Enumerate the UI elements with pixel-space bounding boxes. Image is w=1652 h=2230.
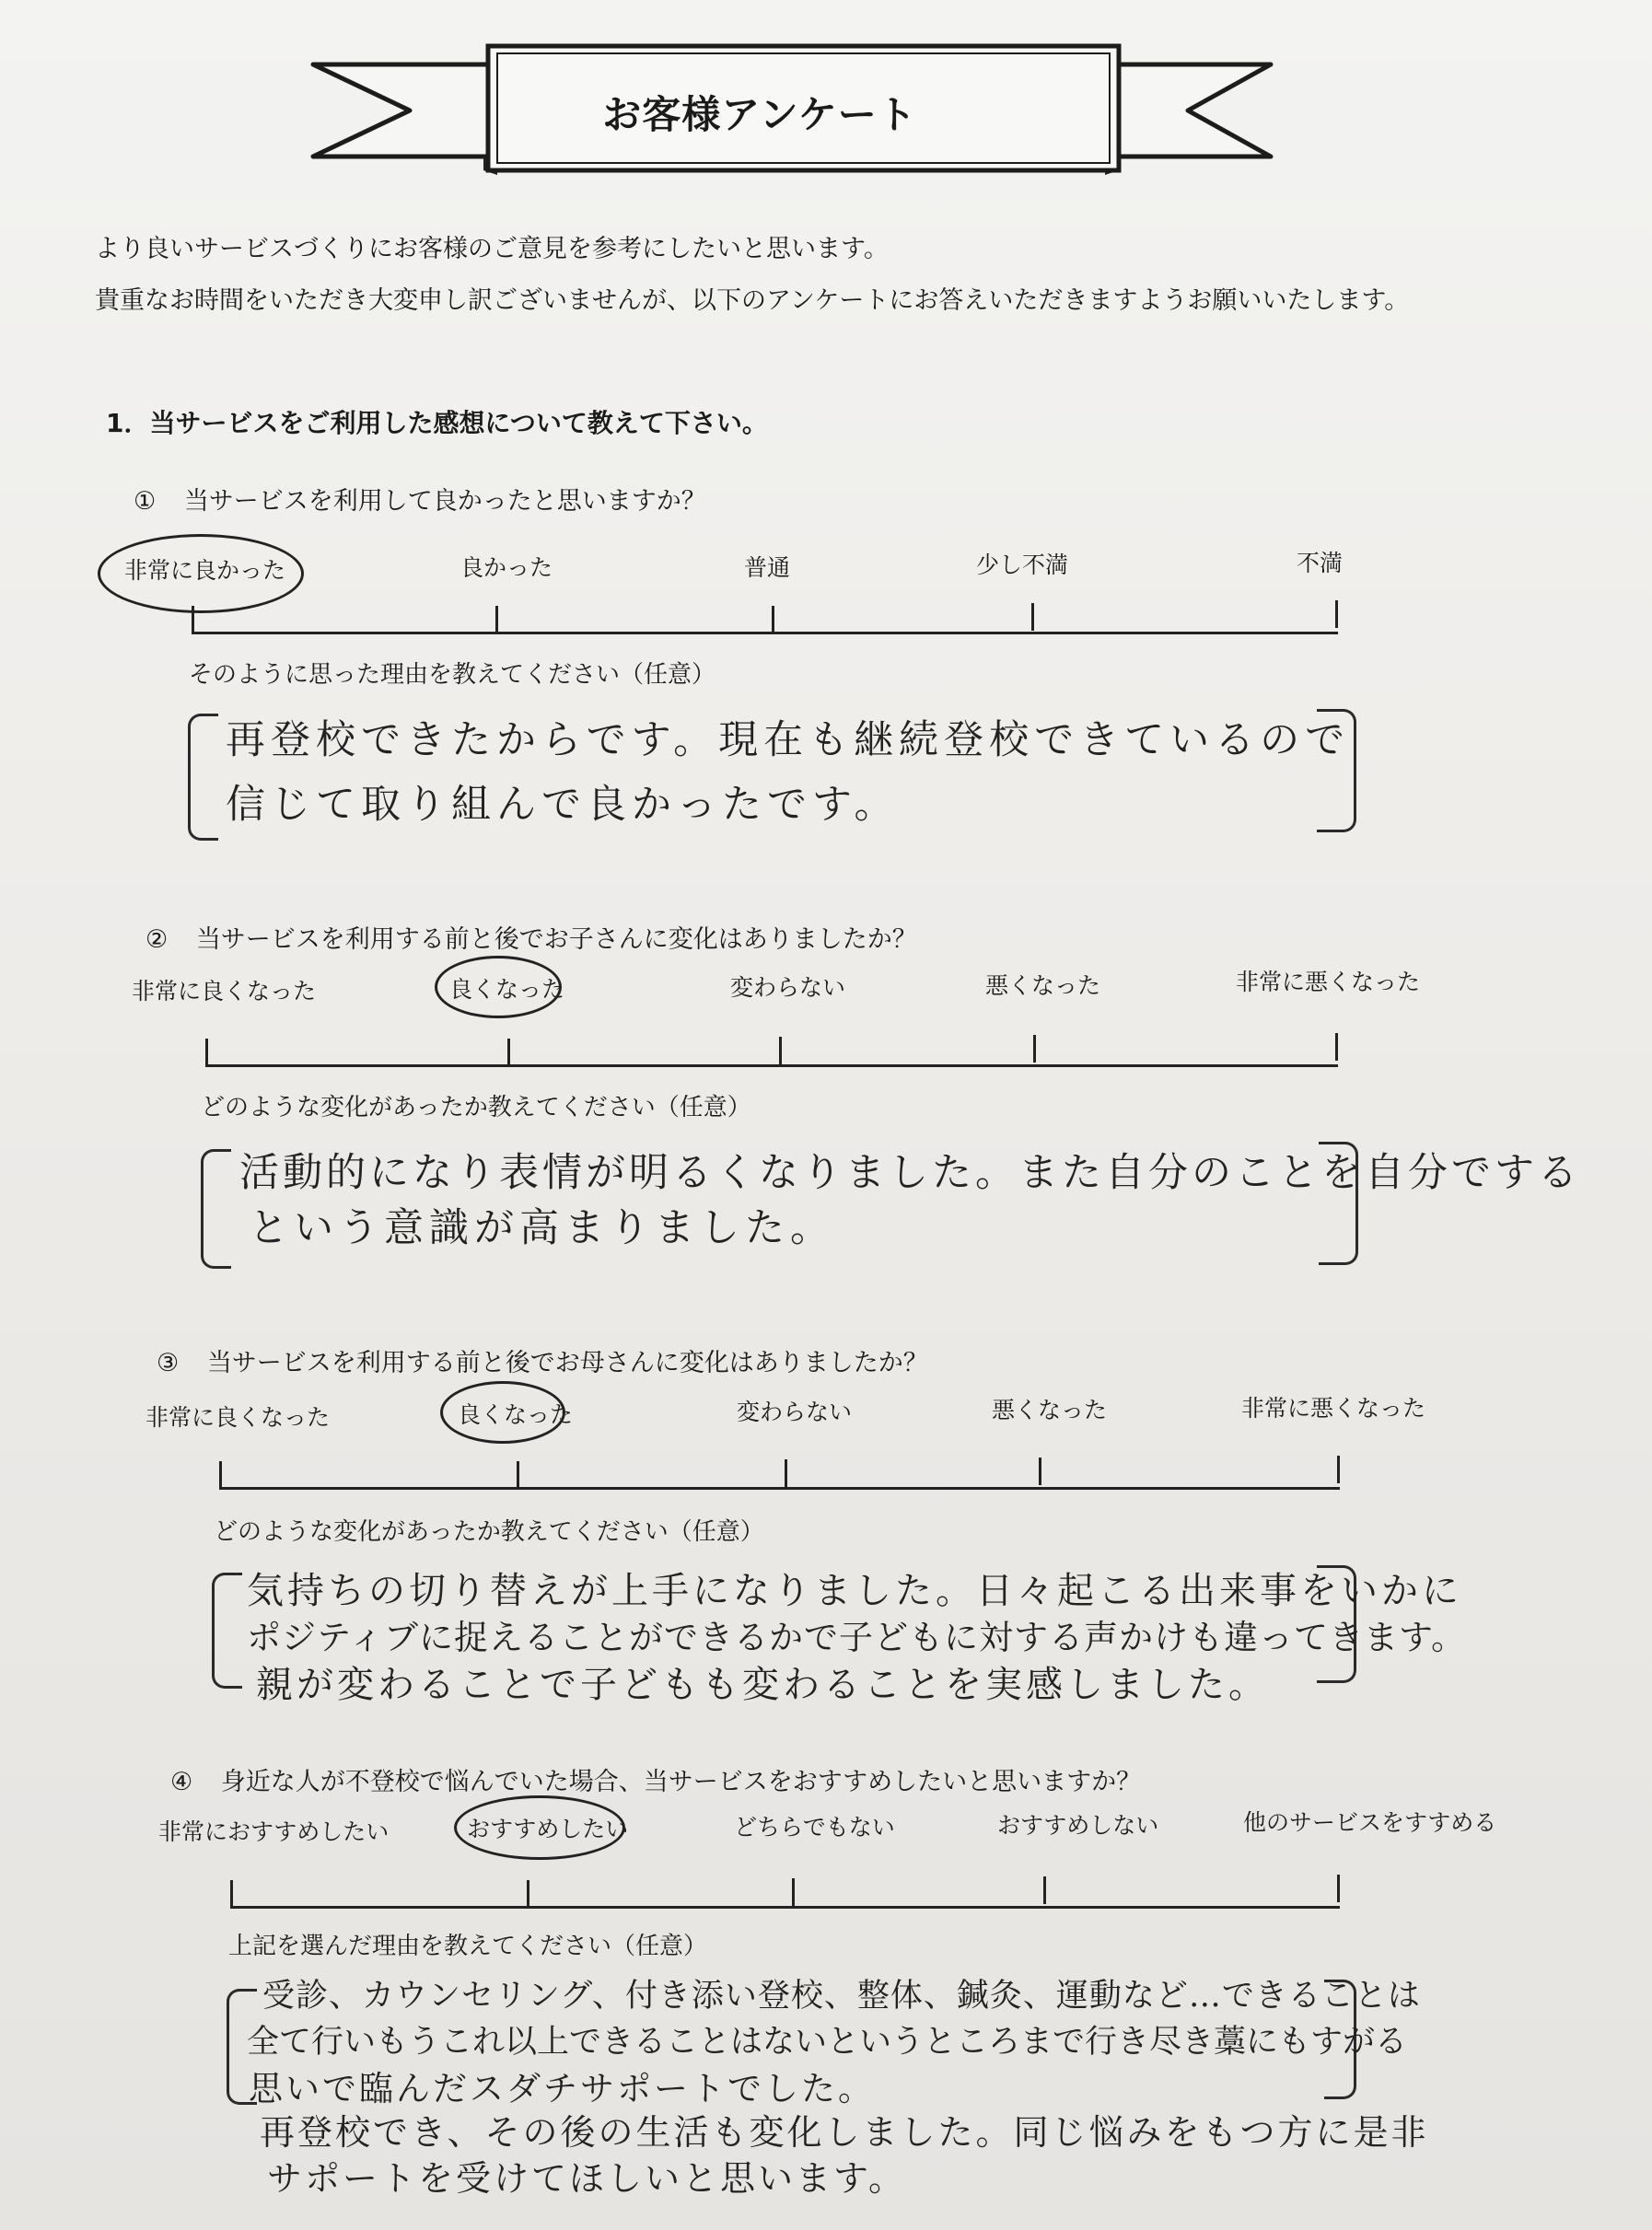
- q4-selected-circle: [454, 1795, 625, 1860]
- q1-reason-label: そのように思った理由を教えてください（任意）: [189, 661, 716, 689]
- q4-tick-3: [792, 1878, 795, 1906]
- q3-answer-line-2: ポジティブに捉えることができるかで子どもに対する声かけも違ってきます。: [247, 1618, 1467, 1657]
- q3-tick-2: [517, 1461, 519, 1489]
- q4-answer-line-3: 思いで臨んだスダチサポートでした。: [249, 2069, 875, 2108]
- q2-question: [145, 919, 917, 955]
- q2-question-text: 当サービスを利用する前と後でお子さんに変化はありましたか？: [195, 925, 917, 954]
- q1-tick-4: [1031, 603, 1034, 631]
- q4-option-5[interactable]: 他のサービスをすすめる: [1243, 1809, 1497, 1836]
- q1-tick-2: [495, 606, 498, 633]
- q3-selected-circle: [440, 1381, 565, 1444]
- q4-answer-line-5: サポートを受けてほしいと思います。: [267, 2158, 906, 2199]
- q3-option-1[interactable]: 非常に良くなった: [145, 1404, 331, 1431]
- q1-number: ①: [134, 487, 157, 516]
- q3-question-text: 当サービスを利用する前と後でお母さんに変化はありましたか？: [206, 1349, 928, 1377]
- q4-reason-label: 上記を選んだ理由を教えてください（任意）: [228, 1933, 708, 1960]
- intro-line-2: 貴重なお時間をいただき大変申し訳ございませんが、以下のアンケートにお答えいただきますようお願いいたします。: [95, 286, 1410, 315]
- q1-answer-bracket-left: [188, 714, 218, 841]
- q1-selected-circle: [98, 534, 304, 613]
- q4-tick-5: [1337, 1875, 1340, 1902]
- q1-option-5[interactable]: 不満: [1297, 550, 1344, 576]
- q4-tick-2: [527, 1880, 529, 1908]
- q1-tick-3: [772, 606, 774, 633]
- q3-answer-line-3: 親が変わることで子どもも変わることを実感しました。: [256, 1664, 1269, 1706]
- q1-question: [134, 481, 706, 517]
- q1-answer-line-1: 再登校できたからです。現在も継続登校できているので: [226, 717, 1351, 763]
- q3-scale-line: [219, 1487, 1340, 1490]
- q4-option-2[interactable]: おすすめしたい: [467, 1816, 629, 1842]
- q1-scale-line: [192, 632, 1338, 634]
- q2-tick-4: [1033, 1035, 1036, 1063]
- q4-option-4[interactable]: おすすめしない: [997, 1812, 1159, 1839]
- q1-option-1[interactable]: 非常に良かった: [124, 557, 286, 584]
- q4-option-3[interactable]: どちらでもない: [734, 1814, 895, 1841]
- q3-answer-bracket-left: [212, 1573, 242, 1689]
- q2-option-5[interactable]: 非常に悪くなった: [1236, 969, 1421, 995]
- q3-number: ③: [157, 1349, 180, 1377]
- q4-scale-line: [230, 1906, 1340, 1909]
- q3-tick-4: [1039, 1458, 1041, 1485]
- q3-option-3[interactable]: 変わらない: [737, 1399, 853, 1425]
- q1-question-text: 当サービスを利用して良かったと思いますか？: [183, 487, 706, 516]
- q1-tick-5: [1335, 600, 1338, 628]
- q3-question: [157, 1342, 928, 1378]
- q1-option-3[interactable]: 普通: [744, 554, 791, 581]
- q2-option-2[interactable]: 良くなった: [449, 976, 565, 1003]
- q3-tick-5: [1337, 1456, 1340, 1483]
- q2-selected-circle: [435, 956, 565, 1018]
- q3-option-4[interactable]: 悪くなった: [992, 1397, 1108, 1423]
- q4-answer-line-1: 受診、カウンセリング、付き添い登校、整体、鍼灸、運動など…できることは: [262, 1978, 1421, 2015]
- q4-question-text: 身近な人が不登校で悩んでいた場合、当サービスをおすすめしたいと思いますか？: [220, 1768, 1142, 1796]
- q2-option-3[interactable]: 変わらない: [730, 974, 846, 1001]
- survey-title: お客様アンケート: [602, 92, 917, 137]
- q4-answer-line-4: 再登校でき、その後の生活も変化しました。同じ悩みをもつ方に是非: [260, 2112, 1429, 2153]
- q4-option-1[interactable]: 非常におすすめしたい: [158, 1818, 390, 1845]
- q4-answer-line-2: 全て行いもうこれ以上できることはないというところまで行き尽き藁にもすがる: [247, 2024, 1408, 2061]
- section-1-heading: 1．当サービスをご利用した感想について教えて下さい。: [106, 408, 768, 438]
- q3-reason-label: どのような変化があったか教えてください（任意）: [214, 1518, 764, 1546]
- q2-answer-line-2: という意識が高まりました。: [249, 1205, 835, 1251]
- intro-line-1: より良いサービスづくりにお客様のご意見を参考にしたいと思います。: [95, 235, 889, 263]
- q4-number: ④: [170, 1768, 193, 1796]
- q1-tick-1: [192, 606, 194, 633]
- q3-option-5[interactable]: 非常に悪くなった: [1241, 1395, 1426, 1422]
- q3-answer-line-1: 気持ちの切り替えが上手になりました。日々起こる出来事をいかに: [247, 1570, 1462, 1612]
- q2-reason-label: どのような変化があったか教えてください（任意）: [201, 1094, 751, 1121]
- q4-tick-4: [1043, 1876, 1046, 1904]
- q1-option-2[interactable]: 良かった: [460, 554, 553, 581]
- q2-option-1[interactable]: 非常に良くなった: [132, 978, 317, 1005]
- q3-tick-1: [219, 1461, 222, 1489]
- q1-answer-line-2: 信じて取り組んで良かったです。: [226, 782, 900, 828]
- q2-answer-bracket-left: [201, 1149, 231, 1269]
- q4-question: [170, 1761, 1141, 1797]
- q2-tick-3: [779, 1037, 782, 1064]
- q3-tick-3: [785, 1459, 787, 1487]
- q2-option-4[interactable]: 悪くなった: [985, 972, 1101, 999]
- q2-tick-5: [1335, 1033, 1338, 1061]
- q2-tick-2: [507, 1039, 510, 1066]
- q4-tick-1: [230, 1880, 233, 1908]
- q2-tick-1: [205, 1039, 208, 1066]
- q2-answer-line-1: 活動的になり表情が明るくなりました。また自分のことを自分でする: [239, 1150, 1581, 1196]
- q3-option-2[interactable]: 良くなった: [458, 1401, 574, 1428]
- q1-option-4[interactable]: 少し不満: [976, 552, 1069, 578]
- q2-number: ②: [145, 925, 169, 954]
- q2-scale-line: [205, 1064, 1338, 1067]
